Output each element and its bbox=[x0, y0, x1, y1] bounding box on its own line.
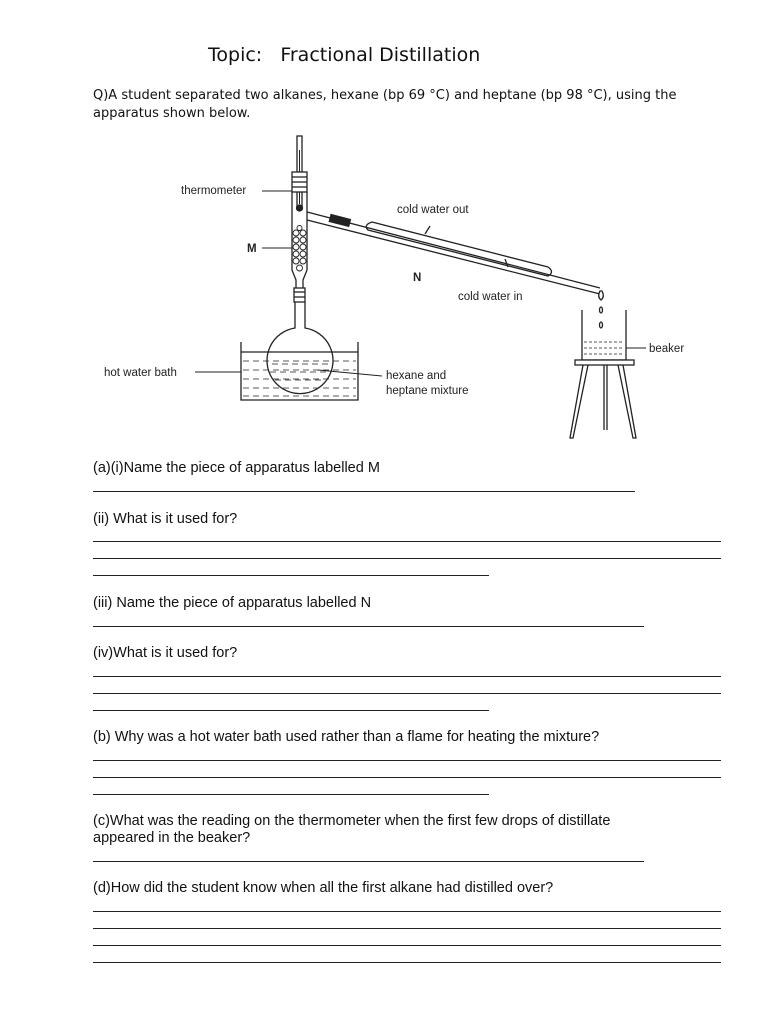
label-mixture-line2: heptane mixture bbox=[386, 385, 469, 397]
answer-line[interactable] bbox=[93, 558, 721, 559]
page-title bbox=[208, 44, 480, 66]
thermometer-bulb bbox=[297, 205, 303, 211]
answer-line[interactable] bbox=[93, 928, 721, 929]
topic-title: Fractional Distillation bbox=[280, 44, 481, 66]
label-beaker: beaker bbox=[649, 343, 685, 355]
tripod-stand bbox=[570, 360, 636, 438]
question-c bbox=[93, 813, 733, 847]
distillate-drip bbox=[599, 291, 604, 300]
answer-line[interactable] bbox=[93, 710, 489, 711]
label-mixture-line1: hexane and bbox=[386, 370, 447, 382]
question-a-i: (a)(i)Name the piece of apparatus labelled M bbox=[93, 460, 380, 476]
label-n: N bbox=[413, 272, 422, 284]
answer-line[interactable] bbox=[93, 911, 721, 912]
hot-water-bath bbox=[241, 342, 358, 400]
question-a-ii: (ii) What is it used for? bbox=[93, 511, 238, 527]
rubber-connector bbox=[329, 215, 350, 227]
label-thermometer: thermometer bbox=[181, 185, 247, 197]
label-m: M bbox=[247, 243, 257, 255]
question-a-iii: (iii) Name the piece of apparatus labelled N bbox=[93, 595, 372, 611]
label-cold-water-in: cold water in bbox=[458, 291, 523, 303]
answer-line[interactable] bbox=[93, 777, 721, 778]
answer-line[interactable] bbox=[93, 575, 489, 576]
topic-label: Topic: bbox=[208, 44, 263, 66]
beaker bbox=[582, 310, 626, 360]
question-a-iv: (iv)What is it used for? bbox=[93, 645, 238, 661]
question-d: (d)How did the student know when all the first alkane had distilled over? bbox=[93, 880, 554, 896]
answer-line[interactable] bbox=[93, 962, 721, 963]
label-cold-water-out: cold water out bbox=[397, 204, 469, 216]
question-c-line2: appeared in the beaker? bbox=[93, 830, 251, 846]
answer-line[interactable] bbox=[93, 760, 721, 761]
distillation-apparatus-diagram bbox=[0, 130, 768, 450]
question-b: (b) Why was a hot water bath used rather than a flame for heating the mixture? bbox=[93, 729, 600, 745]
answer-line[interactable] bbox=[93, 945, 721, 946]
side-arm bbox=[307, 212, 600, 294]
answer-line[interactable] bbox=[93, 626, 644, 627]
bath-water bbox=[243, 361, 356, 396]
answer-line[interactable] bbox=[93, 794, 489, 795]
answer-line[interactable] bbox=[93, 693, 721, 694]
question-intro: Q)A student separated two alkanes, hexane (bp 69 °C) and heptane (bp 98 °C), using the apparatus shown below. bbox=[93, 88, 677, 121]
question-c-line1: (c)What was the reading on the thermometer when the first few drops of distillate bbox=[93, 813, 611, 829]
answer-line[interactable] bbox=[93, 861, 644, 862]
answer-line[interactable] bbox=[93, 491, 635, 492]
answer-line[interactable] bbox=[93, 676, 721, 677]
column-beads bbox=[293, 226, 306, 272]
answer-line[interactable] bbox=[93, 541, 721, 542]
label-hot-water-bath: hot water bath bbox=[104, 367, 177, 379]
